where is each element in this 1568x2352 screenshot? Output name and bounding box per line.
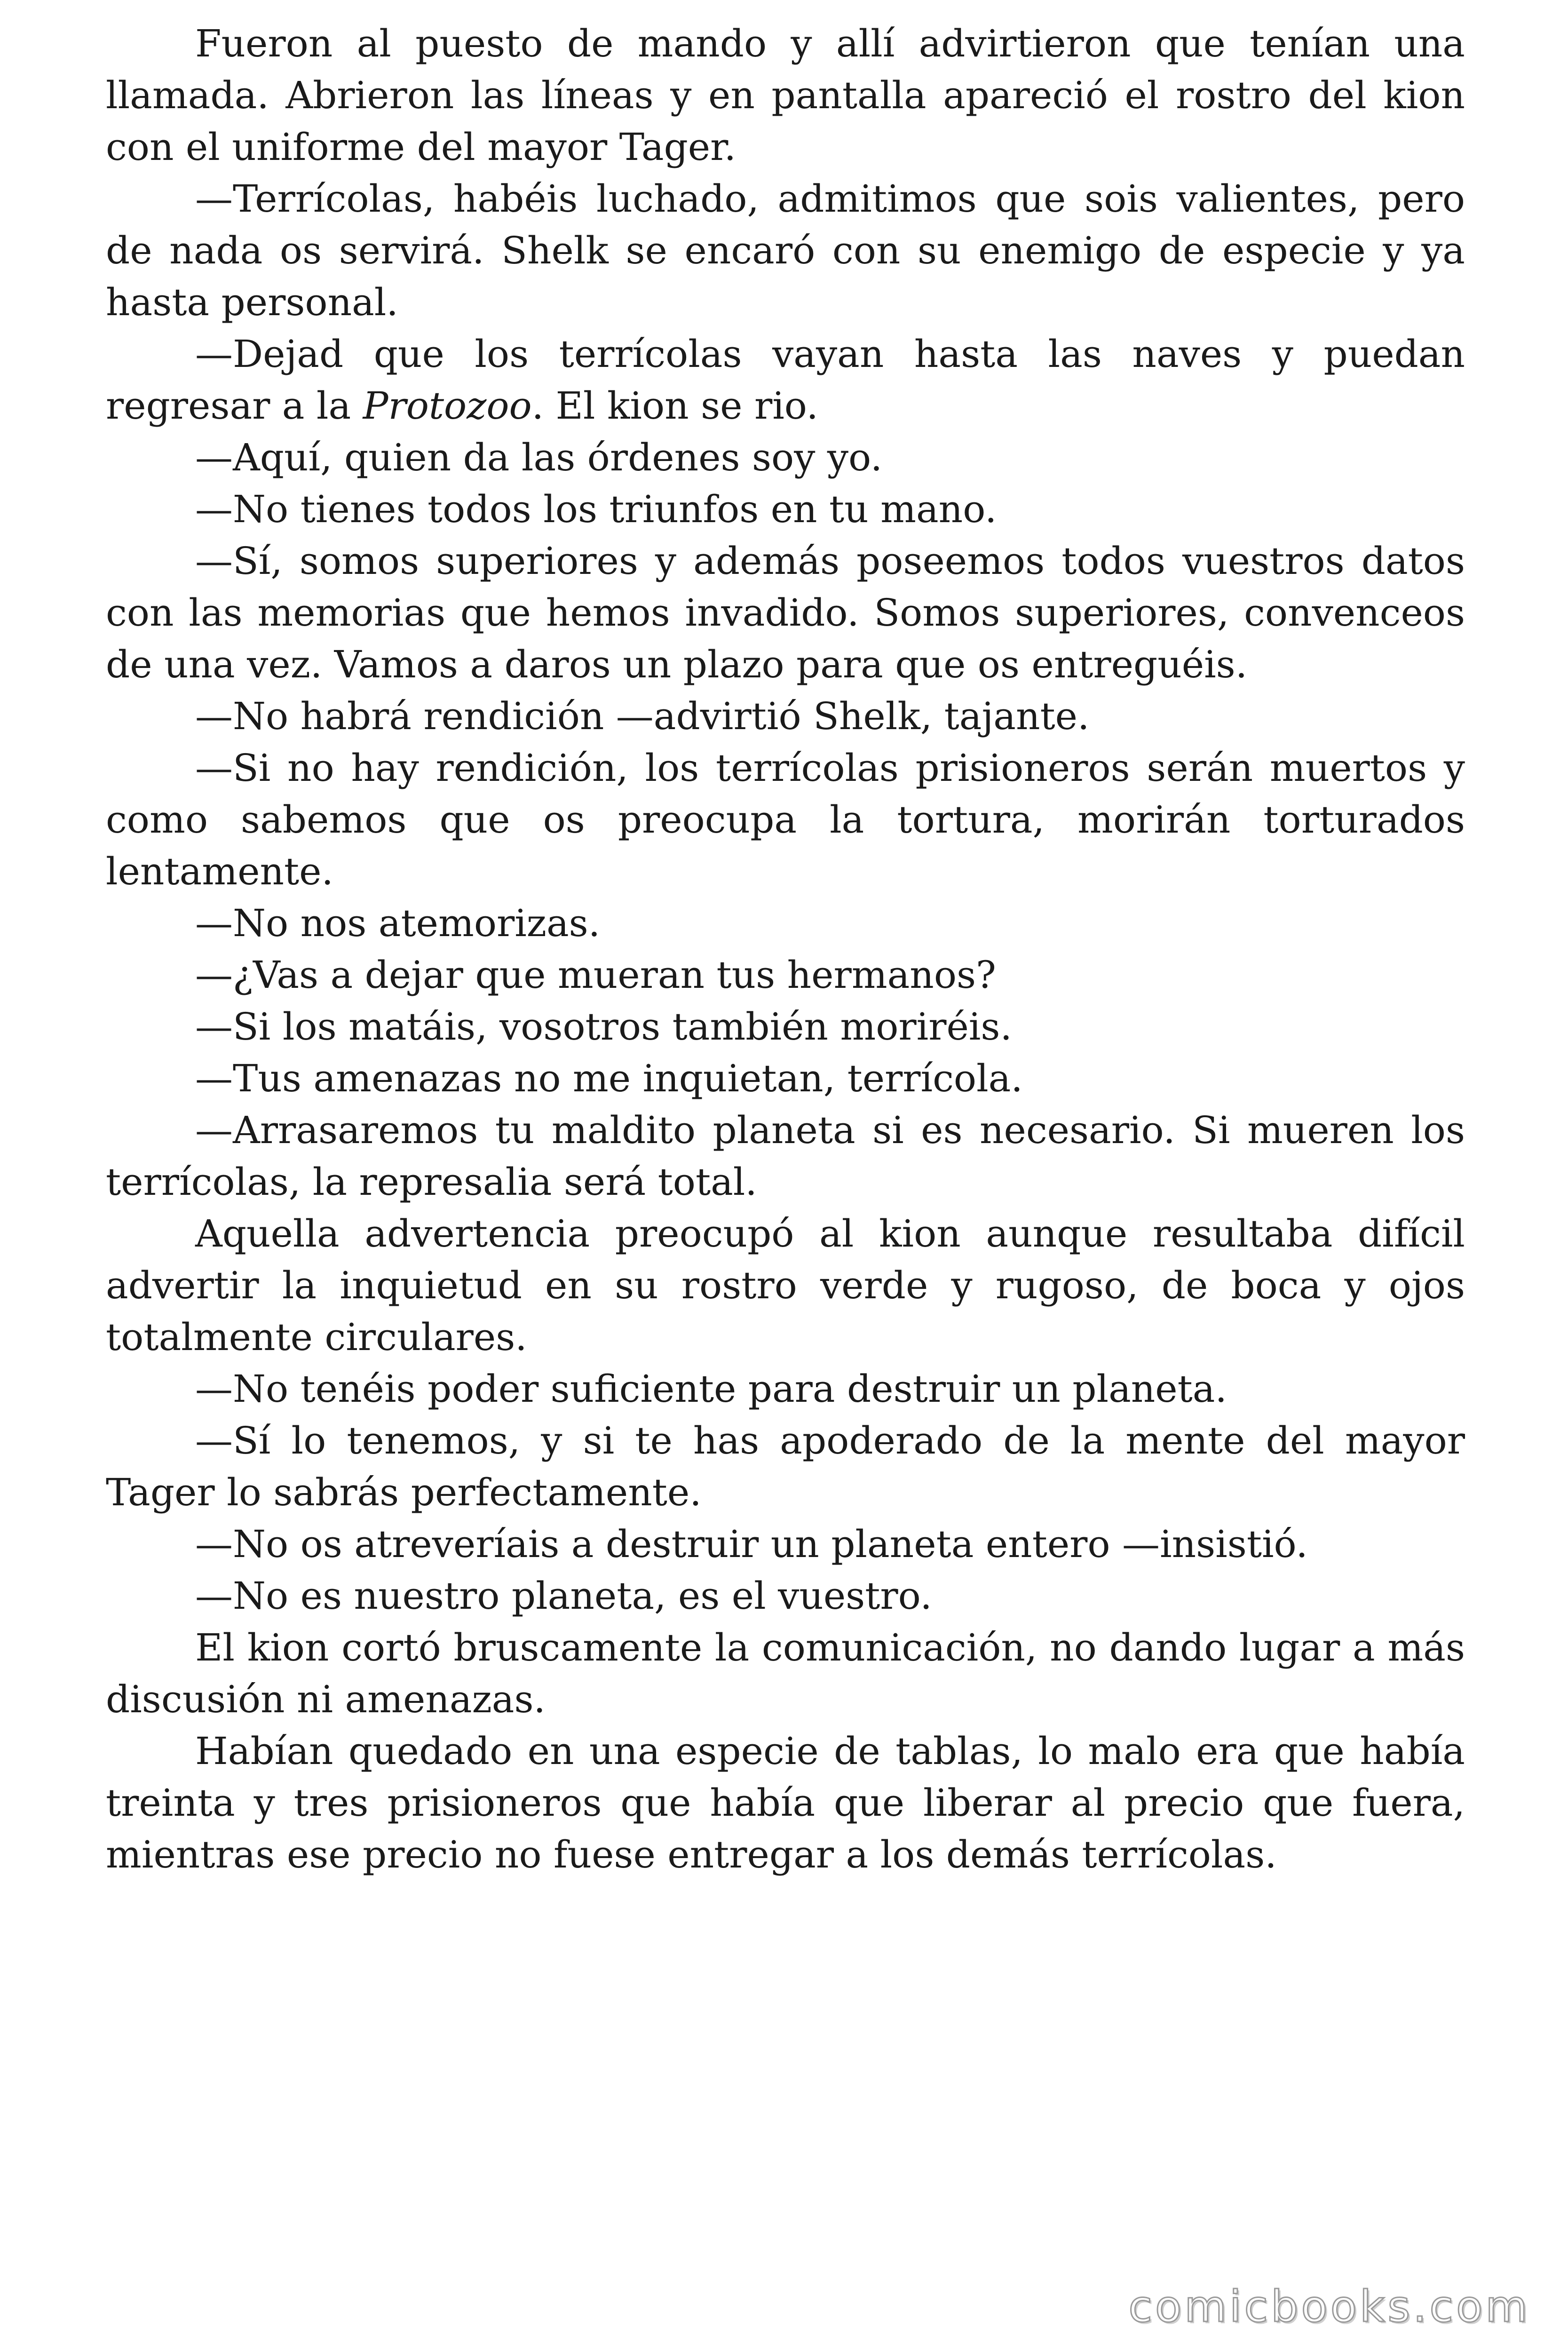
paragraph: —No tienes todos los triunfos en tu mano. <box>195 487 997 531</box>
paragraph: —No nos atemorizas. <box>195 901 601 945</box>
paragraph: —¿Vas a dejar que mueran tus hermanos? <box>195 953 996 997</box>
paragraph: Fueron al puesto de mando y allí advirtieron que tenían una llamada. Abrieron las líneas y en pantalla apareció el rostro del kion con el uniforme del mayor Tager. <box>106 22 1465 169</box>
paragraph: —No habrá rendición —advirtió Shelk, tajante. <box>195 694 1090 738</box>
paragraph: —Arrasaremos tu maldito planeta si es necesario. Si mueren los terrícolas, la represalia será total. <box>106 1108 1465 1204</box>
paragraph: El kion cortó bruscamente la comunicación, no dando lugar a más discusión ni amenazas. <box>106 1626 1465 1721</box>
paragraph: Habían quedado en una especie de tablas, lo malo era que había treinta y tres prisioneros que había que liberar al precio que fuera, mientras ese precio no fuese entregar a los demás terrícolas. <box>106 1729 1465 1876</box>
book-page-text <box>106 18 1465 1881</box>
ship-name-italic: Protozoo <box>363 384 532 428</box>
paragraph: —Aquí, quien da las órdenes soy yo. <box>195 436 883 479</box>
paragraph: —No tenéis poder suficiente para destruir un planeta. <box>195 1367 1227 1411</box>
paragraph: —Terrícolas, habéis luchado, admitimos que sois valientes, pero de nada os servirá. Shelk se encaró con su enemigo de especie y ya hasta personal. <box>106 177 1465 324</box>
paragraph: Aquella advertencia preocupó al kion aunque resultaba difícil advertir la inquietud en su rostro verde y rugoso, de boca y ojos totalmente circulares. <box>106 1212 1465 1359</box>
paragraph: —Si no hay rendición, los terrícolas prisioneros serán muertos y como sabemos que os preocupa la tortura, morirán torturados lentamente. <box>106 746 1465 893</box>
paragraph: —Dejad que los terrícolas vayan hasta las naves y puedan regresar a la Protozoo. El kion se rio. <box>106 332 1465 428</box>
paragraph: —No os atreveríais a destruir un planeta entero —insistió. <box>195 1522 1308 1566</box>
paragraph: —Sí lo tenemos, y si te has apoderado de la mente del mayor Tager lo sabrás perfectamente. <box>106 1419 1465 1514</box>
watermark: comicbooks.com <box>1128 2281 1530 2332</box>
paragraph: —Sí, somos superiores y además poseemos todos vuestros datos con las memorias que hemos invadido. Somos superiores, convenceos de una vez. Vamos a daros un plazo para que os entreguéis. <box>106 539 1465 686</box>
paragraph: —Tus amenazas no me inquietan, terrícola. <box>195 1057 1023 1100</box>
paragraph: —Si los matáis, vosotros también moriréis. <box>195 1005 1012 1049</box>
paragraph: —No es nuestro planeta, es el vuestro. <box>195 1574 932 1618</box>
